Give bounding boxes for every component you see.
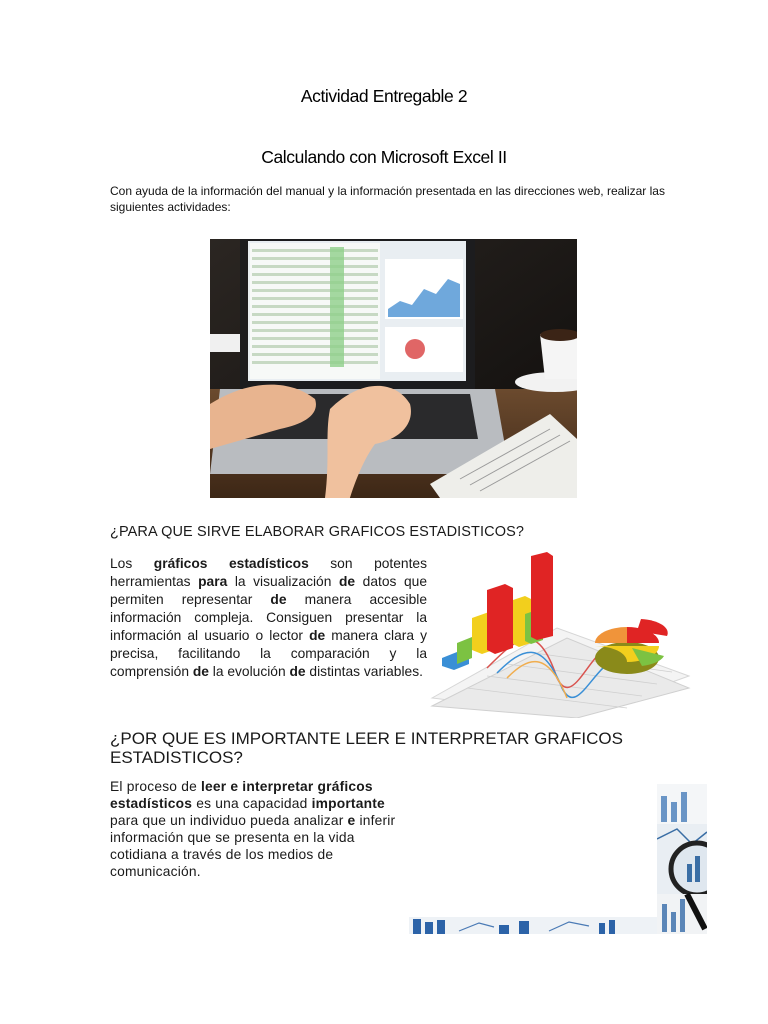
section1-paragraph-run: distintas variables. — [305, 664, 423, 679]
section1-paragraph-run: gráficos estadísticos — [153, 556, 309, 571]
section2-paragraph-run: para que un individuo pueda analizar — [110, 813, 348, 828]
section2-paragraph-run: El proceso de — [110, 779, 201, 794]
charts-magnifier-photo — [657, 784, 707, 934]
section2-paragraph-run: leer e interpretar gráficos estadísticos — [110, 779, 373, 811]
section1-paragraph-run: de — [270, 592, 287, 607]
section1-paragraph-run: manera clara y precisa, facilitando la comparación y la comprensión — [110, 628, 427, 679]
section1-heading: ¿PARA QUE SIRVE ELABORAR GRAFICOS ESTADISTICOS? — [110, 524, 525, 540]
section1-paragraph-run: manera accesible información compleja. Consiguen presentar la información al usuario o lector — [110, 592, 428, 643]
intro-text: Con ayuda de la información del manual y la información presentada en las direcciones web, realizar las siguientes actividades: — [110, 184, 665, 214]
section1-paragraph-run: son potentes herramientas — [110, 556, 427, 589]
section2-paragraph — [110, 778, 410, 880]
section2-heading: ¿POR QUE ES IMPORTANTE LEER E INTERPRETAR GRAFICOS ESTADISTICOS? — [110, 729, 623, 767]
section1-paragraph-run: datos que permiten representar — [110, 574, 428, 607]
section1-paragraph-run: de — [309, 628, 326, 643]
section1-paragraph-run: para — [198, 574, 228, 589]
laptop-excel-photo — [210, 239, 577, 498]
document-title: Actividad Entregable 2 — [300, 86, 468, 106]
statistics-chart-illustration — [427, 548, 693, 718]
section1-paragraph-run: de — [289, 664, 306, 679]
section2-paragraph-run: inferir información que se presenta en la vida cotidiana a través de los medios de comunicación. — [110, 813, 396, 879]
section1-paragraph-run: Los — [110, 556, 154, 571]
section2-paragraph-run: importante — [311, 796, 385, 811]
section2-paragraph-run: e — [347, 813, 356, 828]
laptop-excel-illustration — [210, 239, 577, 498]
section1-paragraph-run: de — [192, 664, 209, 679]
document-subtitle: Calculando con Microsoft Excel II — [261, 147, 507, 167]
charts-strip-photo — [409, 917, 657, 934]
section1-paragraph-run: la evolución — [208, 664, 290, 679]
section1-paragraph-run: de — [338, 574, 356, 589]
section2-paragraph-run: es una capacidad — [192, 796, 312, 811]
section1-paragraph — [110, 555, 427, 681]
section1-paragraph-run: la visualización — [227, 574, 339, 589]
